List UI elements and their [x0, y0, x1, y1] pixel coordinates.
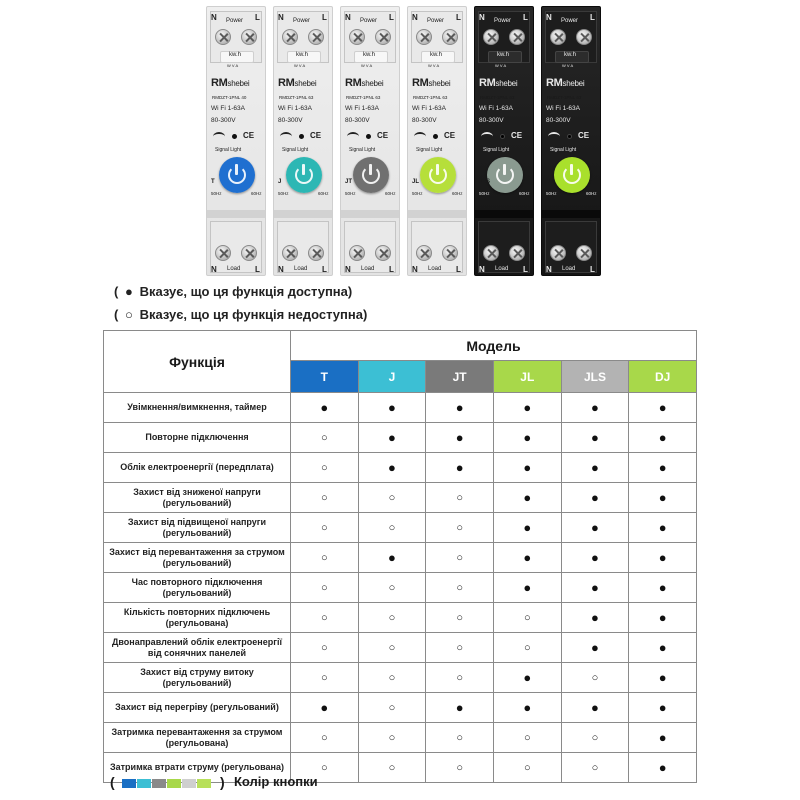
power-label: Power: [360, 18, 378, 24]
available-dot-icon: ●: [561, 693, 629, 723]
din-rail-notch: [475, 210, 534, 218]
available-dot-icon: ●: [291, 393, 359, 423]
table-row: [104, 693, 697, 723]
legend-open-paren: (: [114, 284, 119, 299]
terminal-n-label: N: [345, 265, 351, 274]
power-label: Power: [561, 18, 579, 24]
available-dot-icon: ●: [561, 633, 629, 663]
voltage-spec: 80-300V: [211, 117, 236, 124]
available-dot-icon: ●: [629, 633, 697, 663]
brand-logo: RMshebei: [546, 77, 585, 89]
terminal-screw-icon: [442, 29, 458, 45]
hz60-label: 60Hz: [385, 191, 396, 196]
signal-light-icon: [500, 134, 505, 139]
device-t: [206, 6, 266, 276]
unavailable-dot-icon: ○: [358, 513, 426, 543]
terminal-l-label: L: [389, 265, 394, 274]
available-dot-icon: ●: [629, 423, 697, 453]
available-dot-icon: ●: [493, 663, 561, 693]
close-paren: ): [220, 774, 225, 790]
voltage-spec: 80-300V: [278, 117, 303, 124]
terminal-screw-icon: [576, 245, 592, 261]
brand-logo: RMshebei: [345, 77, 384, 89]
table-row: [104, 543, 697, 573]
available-dot-icon: ●: [561, 393, 629, 423]
feature-table-body: [104, 393, 697, 783]
terminal-screw-icon: [349, 29, 365, 45]
device-code: DJ: [546, 179, 554, 185]
device-jls: [474, 6, 534, 276]
unavailable-dot-icon: ○: [561, 753, 629, 783]
load-label: Load: [428, 266, 442, 272]
hz60-label: 60Hz: [586, 191, 597, 196]
available-dot-icon: ●: [561, 483, 629, 513]
terminal-screw-icon: [282, 245, 298, 261]
unavailable-dot-icon: ○: [358, 663, 426, 693]
color-swatch: [152, 779, 166, 788]
terminal-screw-icon: [215, 245, 231, 261]
terminal-n-label: N: [412, 13, 418, 22]
terminal-screw-icon: [241, 29, 257, 45]
current-spec: Wi Fi 1-63A: [345, 105, 379, 112]
model-number: RMDZT-1PNL 40: [212, 95, 247, 100]
available-dot-icon: ●: [493, 423, 561, 453]
voltage-spec: 80-300V: [546, 117, 571, 124]
status-row: [280, 131, 328, 143]
column-header-t: T: [291, 361, 359, 393]
unavailable-dot-icon: ○: [291, 753, 359, 783]
feature-name: Захист від підвищеної напруги (регульований): [104, 513, 291, 543]
load-label: Load: [227, 266, 241, 272]
wva-label: W V A: [294, 63, 306, 68]
terminal-screw-icon: [576, 29, 592, 45]
din-rail-notch: [408, 210, 467, 218]
feature-name: Затримка втрати струму (регульована): [104, 753, 291, 783]
current-spec: Wi Fi 1-63A: [479, 105, 513, 112]
terminal-screw-icon: [241, 245, 257, 261]
ce-mark-icon: CE: [243, 131, 255, 140]
terminal-l-label: L: [523, 13, 528, 22]
unavailable-dot-icon: ○: [291, 513, 359, 543]
legend-available-text: Вказує, що ця функція доступна): [139, 284, 353, 299]
available-dot-icon: ●: [629, 483, 697, 513]
signal-light-icon: [232, 134, 237, 139]
available-dot-icon: ●: [629, 573, 697, 603]
terminal-screw-icon: [509, 29, 525, 45]
available-dot-icon: ●: [493, 393, 561, 423]
kwh-label: kw.h: [497, 52, 510, 58]
legend-unavailable: [114, 307, 367, 322]
device-code: JT: [345, 179, 353, 185]
terminal-n-label: N: [278, 265, 284, 274]
available-dot-icon: ●: [629, 453, 697, 483]
hz50-label: 50Hz: [211, 191, 222, 196]
device-jt: [340, 6, 400, 276]
color-swatch: [167, 779, 181, 788]
brand-logo: RMshebei: [278, 77, 317, 89]
signal-light-icon: [366, 134, 371, 139]
color-swatch: [182, 779, 196, 788]
unavailable-dot-icon: ○: [426, 633, 494, 663]
available-dot-icon: ●: [493, 573, 561, 603]
wifi-icon: [213, 132, 225, 141]
feature-name: Затримка перевантаження за струмом (регульована): [104, 723, 291, 753]
hz50-label: 50Hz: [345, 191, 356, 196]
ce-mark-icon: CE: [578, 131, 590, 140]
wifi-icon: [481, 132, 493, 141]
unavailable-dot-icon: ○: [291, 573, 359, 603]
kwh-label: kw.h: [430, 52, 443, 58]
terminal-screw-icon: [550, 245, 566, 261]
table-row: [104, 483, 697, 513]
device-photo-row: [206, 6, 606, 278]
terminal-l-label: L: [456, 265, 461, 274]
wva-label: W V A: [227, 63, 239, 68]
load-label: Load: [294, 266, 308, 272]
hz50-label: 50Hz: [412, 191, 423, 196]
terminal-screw-icon: [349, 245, 365, 261]
feature-name: Захист від перевантаження за струмом (регульований): [104, 543, 291, 573]
wva-label: W V A: [428, 63, 440, 68]
column-header-jl: JL: [493, 361, 561, 393]
available-dot-icon: ●: [629, 753, 697, 783]
terminal-screw-icon: [416, 245, 432, 261]
unavailable-dot-icon: ○: [426, 483, 494, 513]
button-color-label: Колір кнопки: [234, 774, 318, 789]
available-dot-icon: ●: [629, 723, 697, 753]
model-number: RMDZT-1PNL 63: [480, 95, 515, 100]
table-row: [104, 393, 697, 423]
unavailable-dot-icon: ○: [493, 753, 561, 783]
unavailable-dot-icon: ○: [291, 543, 359, 573]
current-spec: Wi Fi 1-63A: [546, 105, 580, 112]
power-button[interactable]: [487, 157, 523, 193]
unavailable-dot-icon: ○: [358, 693, 426, 723]
available-dot-icon: ●: [629, 663, 697, 693]
status-row: [548, 131, 596, 143]
available-dot-icon: ●: [629, 543, 697, 573]
column-header-dj: DJ: [629, 361, 697, 393]
terminal-screw-icon: [308, 245, 324, 261]
feature-name: Захист від зниженої напруги (регульований): [104, 483, 291, 513]
din-rail-notch: [207, 210, 266, 218]
available-dot-icon: ●: [629, 603, 697, 633]
unavailable-dot-icon: ○: [291, 723, 359, 753]
terminal-n-label: N: [546, 13, 552, 22]
table-row: [104, 513, 697, 543]
ce-mark-icon: CE: [310, 131, 322, 140]
terminal-screw-icon: [416, 29, 432, 45]
power-label: Power: [427, 18, 445, 24]
kwh-label: kw.h: [564, 52, 577, 58]
din-rail-notch: [542, 210, 601, 218]
status-row: [213, 131, 261, 143]
feature-table: [103, 330, 697, 783]
unavailable-dot-icon: ○: [358, 483, 426, 513]
unavailable-dot-icon: ○: [291, 603, 359, 633]
table-row: [104, 603, 697, 633]
voltage-spec: 80-300V: [479, 117, 504, 124]
available-dot-icon: ●: [561, 603, 629, 633]
unavailable-dot-icon: ○: [426, 513, 494, 543]
unavailable-dot-icon: ○: [426, 573, 494, 603]
signal-light-label: Signal Light: [416, 147, 443, 153]
table-row: [104, 633, 697, 663]
unavailable-dot-icon: ○: [493, 633, 561, 663]
available-dot-icon: ●: [426, 453, 494, 483]
wifi-icon: [414, 132, 426, 141]
signal-light-label: Signal Light: [215, 147, 242, 153]
feature-name: Увімкнення/вимкнення, таймер: [104, 393, 291, 423]
terminal-l-label: L: [523, 265, 528, 274]
model-number: RMDZT-1PNL 63: [279, 95, 314, 100]
unavailable-dot-icon: ○: [426, 753, 494, 783]
device-code: JLS: [479, 179, 491, 185]
wifi-icon: [280, 132, 292, 141]
available-dot-icon: ●: [493, 513, 561, 543]
hz50-label: 50Hz: [546, 191, 557, 196]
brand-logo: RMshebei: [211, 77, 250, 89]
available-dot-icon: ●: [561, 573, 629, 603]
terminal-l-label: L: [389, 13, 394, 22]
available-dot-icon: ●: [629, 513, 697, 543]
available-dot-icon: ●: [358, 393, 426, 423]
terminal-l-label: L: [456, 13, 461, 22]
wifi-icon: [347, 132, 359, 141]
column-header-j: J: [358, 361, 426, 393]
terminal-screw-icon: [375, 29, 391, 45]
available-dot-icon: ●: [493, 543, 561, 573]
kwh-label: kw.h: [229, 52, 242, 58]
model-header: Модель: [291, 331, 697, 361]
available-dot-icon: ●: [426, 693, 494, 723]
filled-dot-icon: ●: [125, 284, 133, 299]
unavailable-dot-icon: ○: [358, 753, 426, 783]
unavailable-dot-icon: ○: [426, 663, 494, 693]
terminal-l-label: L: [322, 265, 327, 274]
power-button[interactable]: [219, 157, 255, 193]
unavailable-dot-icon: ○: [291, 663, 359, 693]
brand-logo: RMshebei: [479, 77, 518, 89]
unavailable-dot-icon: ○: [426, 543, 494, 573]
color-swatch: [137, 779, 151, 788]
signal-light-icon: [299, 134, 304, 139]
status-row: [414, 131, 462, 143]
load-label: Load: [562, 266, 576, 272]
terminal-n-label: N: [211, 13, 217, 22]
color-swatch: [197, 779, 211, 788]
device-code: T: [211, 179, 215, 185]
available-dot-icon: ●: [493, 483, 561, 513]
available-dot-icon: ●: [493, 453, 561, 483]
available-dot-icon: ●: [629, 693, 697, 723]
feature-name: Повторне підключення: [104, 423, 291, 453]
table-row: [104, 723, 697, 753]
hz60-label: 60Hz: [519, 191, 530, 196]
unavailable-dot-icon: ○: [561, 723, 629, 753]
available-dot-icon: ●: [493, 693, 561, 723]
device-code: JL: [412, 179, 420, 185]
feature-name: Час повторного підключення (регульований): [104, 573, 291, 603]
terminal-l-label: L: [322, 13, 327, 22]
brand-logo: RMshebei: [412, 77, 451, 89]
current-spec: Wi Fi 1-63A: [412, 105, 446, 112]
hz60-label: 60Hz: [452, 191, 463, 196]
open-paren: (: [110, 774, 115, 790]
signal-light-label: Signal Light: [349, 147, 376, 153]
feature-header: Функція: [104, 331, 291, 393]
device-jl: [407, 6, 467, 276]
column-header-jls: JLS: [561, 361, 629, 393]
table-row: [104, 663, 697, 693]
available-dot-icon: ●: [426, 423, 494, 453]
hz60-label: 60Hz: [318, 191, 329, 196]
feature-name: Кількість повторних підключень (регульована): [104, 603, 291, 633]
available-dot-icon: ●: [629, 393, 697, 423]
unavailable-dot-icon: ○: [493, 723, 561, 753]
din-rail-notch: [274, 210, 333, 218]
terminal-l-label: L: [255, 13, 260, 22]
unavailable-dot-icon: ○: [291, 453, 359, 483]
feature-name: Захист від струму витоку (регульований): [104, 663, 291, 693]
feature-name: Двонаправлений облік електроенергії від сонячних панелей: [104, 633, 291, 663]
terminal-n-label: N: [278, 13, 284, 22]
available-dot-icon: ●: [561, 453, 629, 483]
ce-mark-icon: CE: [377, 131, 389, 140]
status-row: [347, 131, 395, 143]
terminal-n-label: N: [412, 265, 418, 274]
terminal-n-label: N: [479, 265, 485, 274]
model-number: RMDZT-1PNL 63: [346, 95, 381, 100]
ce-mark-icon: CE: [511, 131, 523, 140]
available-dot-icon: ●: [561, 543, 629, 573]
hz60-label: 60Hz: [251, 191, 262, 196]
terminal-screw-icon: [442, 245, 458, 261]
table-row: [104, 753, 697, 783]
terminal-screw-icon: [375, 245, 391, 261]
terminal-n-label: N: [546, 265, 552, 274]
power-button[interactable]: [554, 157, 590, 193]
unavailable-dot-icon: ○: [291, 483, 359, 513]
unavailable-dot-icon: ○: [426, 603, 494, 633]
unavailable-dot-icon: ○: [426, 723, 494, 753]
table-row: [104, 573, 697, 603]
color-swatch: [122, 779, 136, 788]
table-row: [104, 453, 697, 483]
signal-light-label: Signal Light: [483, 147, 510, 153]
available-dot-icon: ●: [426, 393, 494, 423]
available-dot-icon: ●: [358, 453, 426, 483]
power-label: Power: [293, 18, 311, 24]
unavailable-dot-icon: ○: [291, 633, 359, 663]
terminal-screw-icon: [215, 29, 231, 45]
status-row: [481, 131, 529, 143]
legend-open-paren: (: [114, 307, 119, 322]
hz50-label: 50Hz: [278, 191, 289, 196]
terminal-screw-icon: [483, 245, 499, 261]
terminal-screw-icon: [483, 29, 499, 45]
legend-available: [114, 284, 352, 299]
signal-light-label: Signal Light: [282, 147, 309, 153]
signal-light-icon: [433, 134, 438, 139]
available-dot-icon: ●: [561, 423, 629, 453]
unavailable-dot-icon: ○: [358, 573, 426, 603]
available-dot-icon: ●: [291, 693, 359, 723]
ce-mark-icon: CE: [444, 131, 456, 140]
kwh-label: kw.h: [296, 52, 309, 58]
terminal-l-label: L: [590, 265, 595, 274]
power-button[interactable]: [286, 157, 322, 193]
voltage-spec: 80-300V: [412, 117, 437, 124]
feature-name: Облік електроенергії (передплата): [104, 453, 291, 483]
available-dot-icon: ●: [561, 513, 629, 543]
signal-light-icon: [567, 134, 572, 139]
unavailable-dot-icon: ○: [493, 603, 561, 633]
device-code: J: [278, 179, 282, 185]
terminal-n-label: N: [211, 265, 217, 274]
wva-label: W V A: [562, 63, 574, 68]
column-header-jt: JT: [426, 361, 494, 393]
power-label: Power: [226, 18, 244, 24]
feature-name: Захист від перегріву (регульований): [104, 693, 291, 723]
unavailable-dot-icon: ○: [358, 723, 426, 753]
device-j: [273, 6, 333, 276]
wifi-icon: [548, 132, 560, 141]
load-label: Load: [361, 266, 375, 272]
device-dj: [541, 6, 601, 276]
power-label: Power: [494, 18, 512, 24]
terminal-n-label: N: [479, 13, 485, 22]
terminal-screw-icon: [308, 29, 324, 45]
voltage-spec: 80-300V: [345, 117, 370, 124]
terminal-screw-icon: [282, 29, 298, 45]
hollow-dot-icon: ○: [125, 307, 133, 322]
power-button[interactable]: [353, 157, 389, 193]
din-rail-notch: [341, 210, 400, 218]
terminal-l-label: L: [590, 13, 595, 22]
table-row: [104, 423, 697, 453]
power-button[interactable]: [420, 157, 456, 193]
unavailable-dot-icon: ○: [561, 663, 629, 693]
terminal-n-label: N: [345, 13, 351, 22]
available-dot-icon: ●: [358, 423, 426, 453]
wva-label: W V A: [495, 63, 507, 68]
current-spec: Wi Fi 1-63A: [211, 105, 245, 112]
wva-label: W V A: [361, 63, 373, 68]
unavailable-dot-icon: ○: [358, 603, 426, 633]
unavailable-dot-icon: ○: [291, 423, 359, 453]
legend-unavailable-text: Вказує, що ця функція недоступна): [139, 307, 368, 322]
load-label: Load: [495, 266, 509, 272]
unavailable-dot-icon: ○: [358, 633, 426, 663]
signal-light-label: Signal Light: [550, 147, 577, 153]
terminal-screw-icon: [509, 245, 525, 261]
kwh-label: kw.h: [363, 52, 376, 58]
model-number: RMDZT-1PNL 63: [413, 95, 448, 100]
available-dot-icon: ●: [358, 543, 426, 573]
terminal-screw-icon: [550, 29, 566, 45]
current-spec: Wi Fi 1-63A: [278, 105, 312, 112]
terminal-l-label: L: [255, 265, 260, 274]
model-number: RMDZT-1PNL 63: [547, 95, 582, 100]
hz50-label: 50Hz: [479, 191, 490, 196]
